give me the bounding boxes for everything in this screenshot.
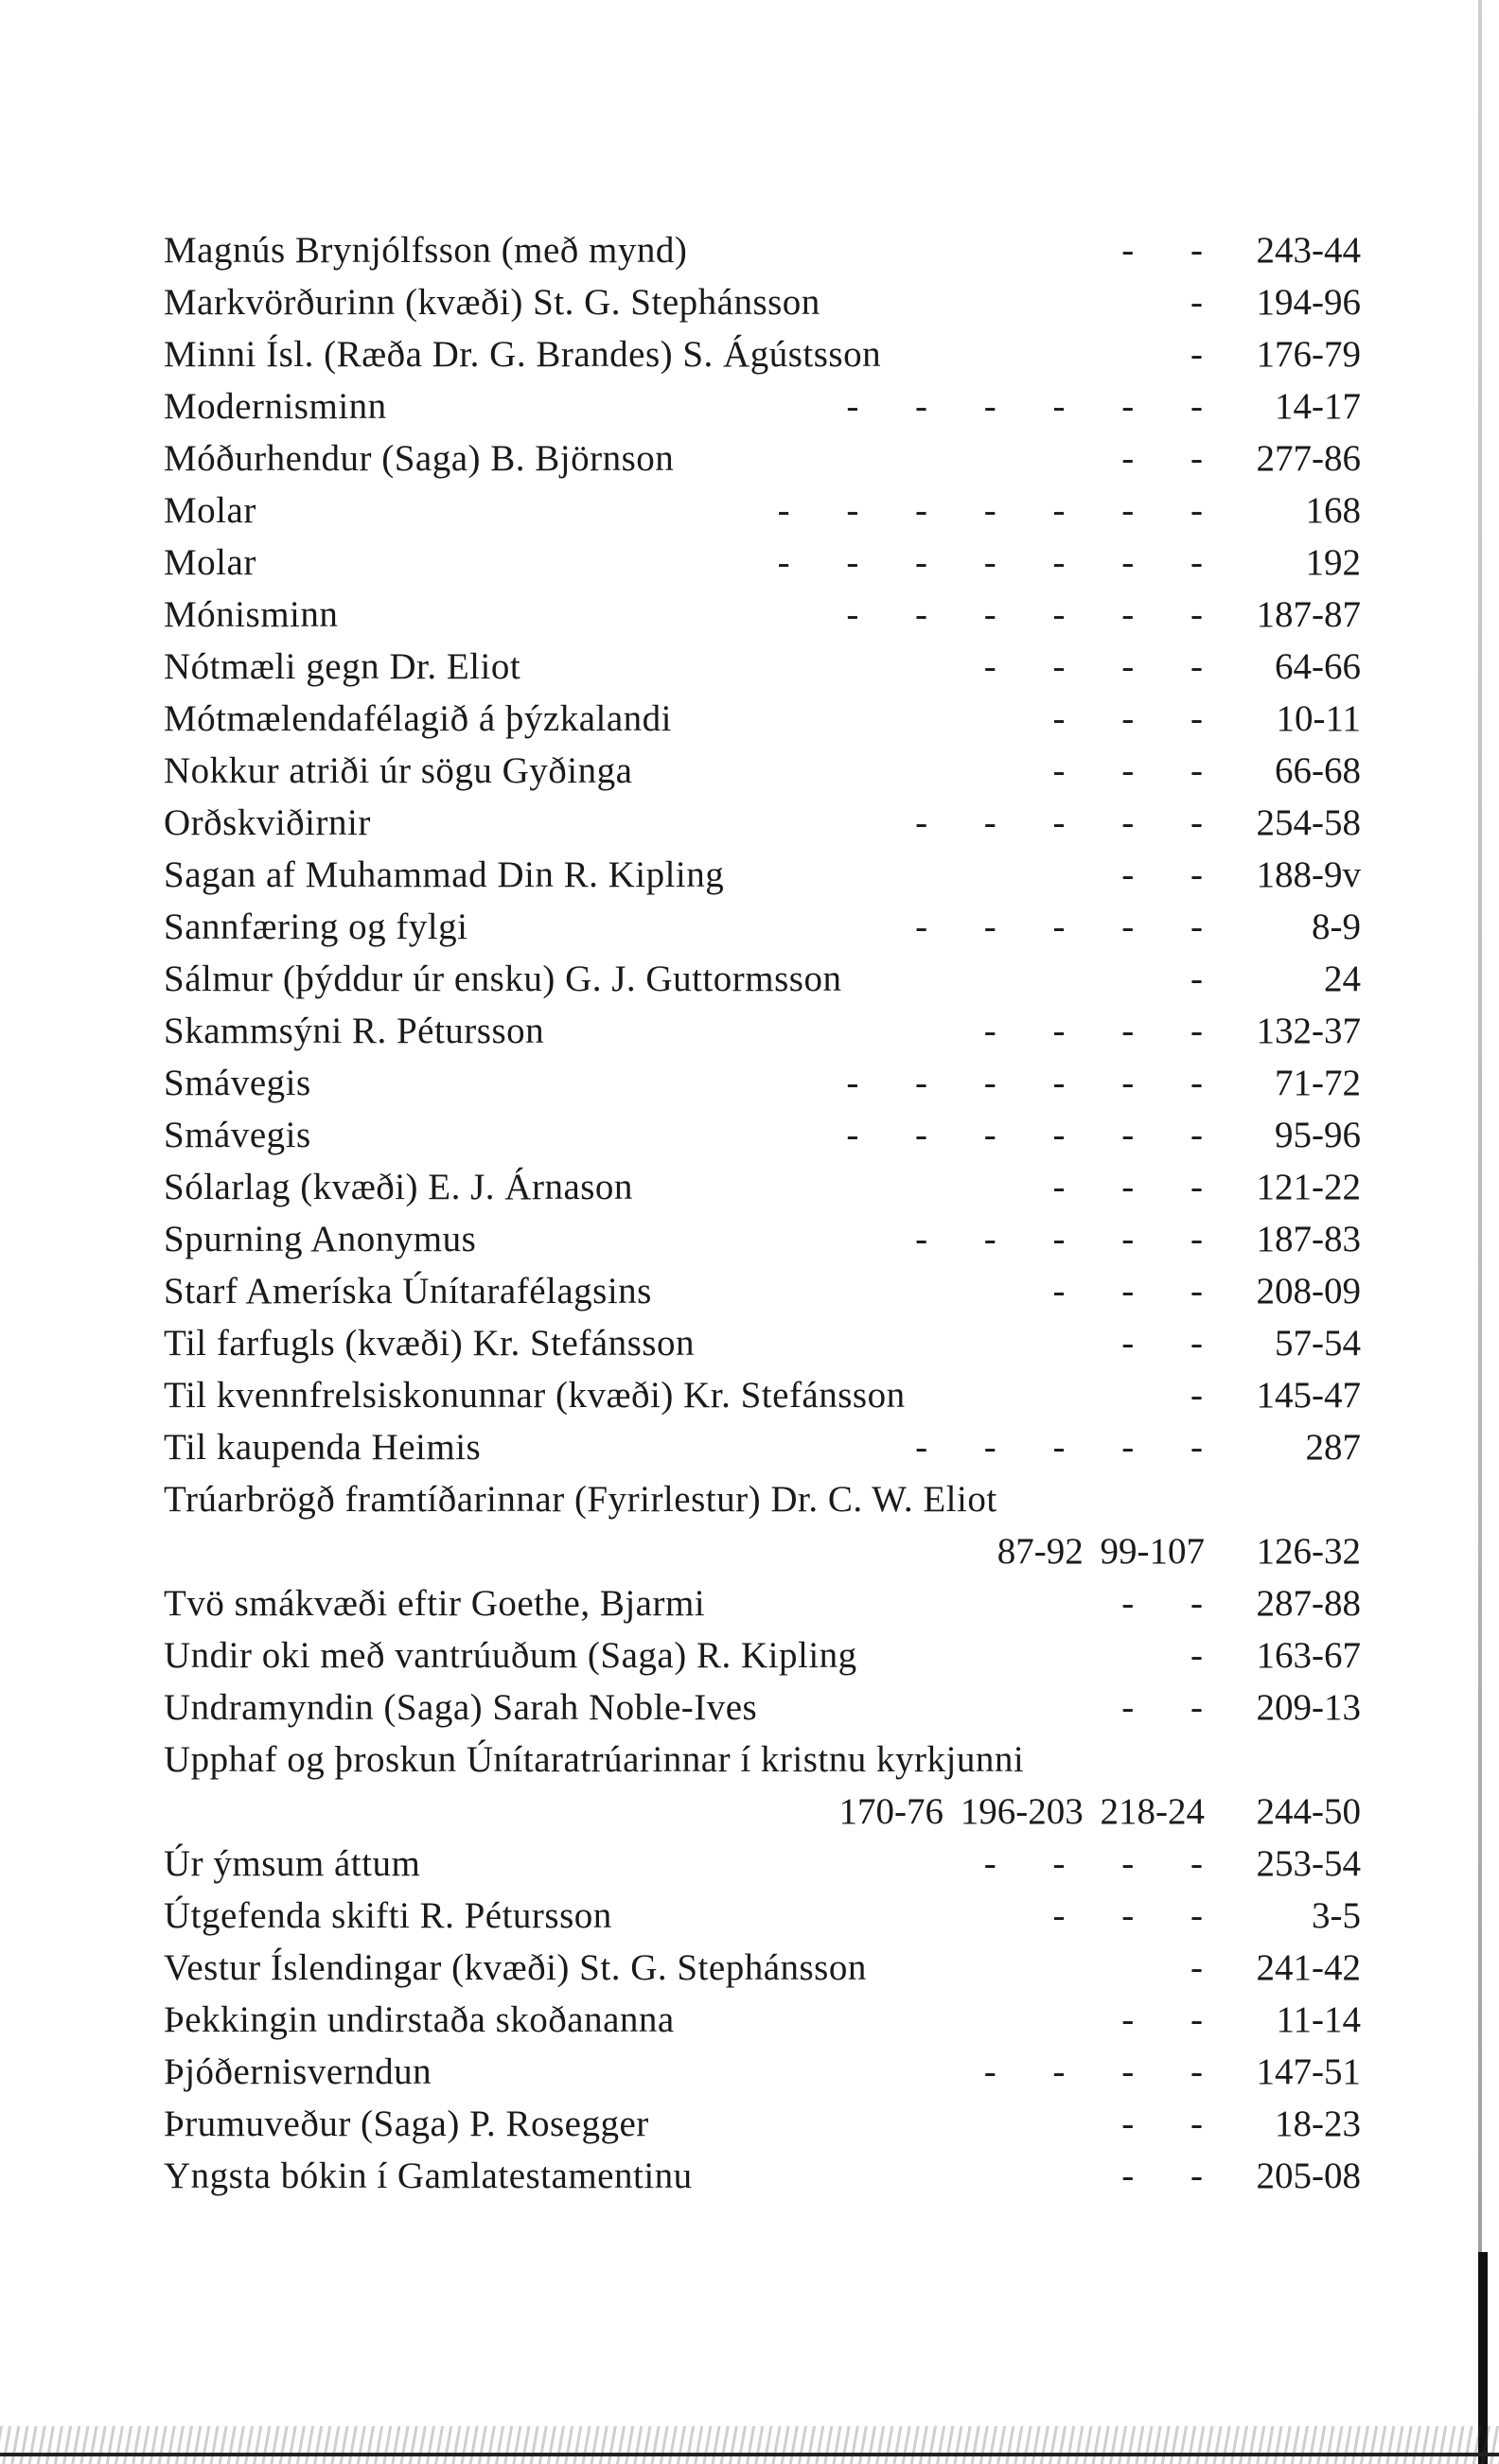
leader-dashes: - - - - -	[915, 1219, 1205, 1259]
entry-title: Markvörðurinn (kvæði) St. G. Stephánsson	[164, 282, 820, 323]
leader-dashes: - -	[1121, 1687, 1205, 1728]
leader-dashes: - -	[1121, 2156, 1205, 2196]
toc-entry	[164, 1369, 1361, 1421]
leader-dashes: - - -	[1052, 1167, 1205, 1207]
entry-title: Orðskviðirnir	[164, 802, 371, 843]
leader-dashes: - -	[1121, 230, 1205, 271]
leader-dashes: - - -	[1052, 1895, 1205, 1936]
leader-dashes: - -	[1121, 2103, 1205, 2144]
page-range: 277-86	[1256, 438, 1361, 479]
leader-dashes: - -	[1121, 854, 1205, 895]
leader-dashes: -	[1190, 334, 1205, 375]
leader-dashes: - - - - - -	[846, 1115, 1205, 1155]
page-range: 241-42	[1256, 1947, 1361, 1988]
page-range: 147-51	[1256, 2051, 1361, 2092]
entry-title: Sagan af Muhammad Din R. Kipling	[164, 854, 725, 895]
toc-entry	[164, 2098, 1361, 2150]
entry-title: Sannfæring og fylgi	[164, 906, 468, 947]
leader-dashes: - - - -	[983, 2051, 1205, 2092]
leader-dashes: - - -	[1052, 1271, 1205, 1311]
leader-dashes: -	[1190, 1635, 1205, 1676]
page-range: 145-47	[1256, 1375, 1361, 1416]
leader-dashes: - -	[1121, 1999, 1205, 2040]
toc-entry	[164, 432, 1361, 484]
page-range: 205-08	[1256, 2156, 1361, 2196]
entry-title: Þekkingin undirstaða skoðananna	[164, 1999, 675, 2040]
page-range: 209-13	[1256, 1687, 1361, 1728]
toc-entry	[164, 1577, 1361, 1629]
toc-entry	[164, 1681, 1361, 1734]
scan-bottom-edge	[0, 2453, 1499, 2456]
leader-dashes: - - - - - - -	[777, 542, 1205, 583]
toc-entry	[164, 484, 1361, 537]
entry-title: Magnús Brynjólfsson (með mynd)	[164, 230, 688, 271]
page-range: 188-9v	[1256, 854, 1361, 895]
entry-title: Smávegis	[164, 1063, 311, 1103]
entry-title: Mótmælendafélagið á þýzkalandi	[164, 698, 673, 739]
page-range: 254-58	[1256, 802, 1361, 843]
toc-entry	[164, 589, 1361, 641]
leader-dashes: - - - -	[983, 1843, 1205, 1884]
leader-dashes: - - - -	[983, 646, 1205, 687]
page-range: 24	[1324, 959, 1361, 999]
toc-entry	[164, 745, 1361, 797]
toc-entry	[164, 328, 1361, 380]
toc-entry	[164, 693, 1361, 745]
toc-entry	[164, 641, 1361, 693]
leader-dashes: - -	[1121, 1583, 1205, 1624]
leader-dashes: -	[1190, 959, 1205, 999]
toc-entry	[164, 1057, 1361, 1109]
extra-page-ranges: 87-92 99-107	[996, 1531, 1205, 1572]
entry-title: Til farfugls (kvæði) Kr. Stefánsson	[164, 1323, 695, 1364]
entry-title: Útgefenda skifti R. Pétursson	[164, 1895, 612, 1936]
page-range: 66-68	[1275, 750, 1361, 791]
leader-dashes: - -	[1121, 1323, 1205, 1364]
entry-title: Móðurhendur (Saga) B. Björnson	[164, 438, 675, 479]
page-range: 187-83	[1256, 1219, 1361, 1259]
page-range: 176-79	[1256, 334, 1361, 375]
page-range: 95-96	[1275, 1115, 1361, 1155]
toc-entry	[164, 1005, 1361, 1057]
entry-title: Nokkur atriði úr sögu Gyðinga	[164, 750, 633, 791]
toc-entry	[164, 1473, 1361, 1577]
leader-dashes: - - - - -	[915, 906, 1205, 947]
entry-title: Til kaupenda Heimis	[164, 1427, 482, 1468]
toc-entry	[164, 1629, 1361, 1681]
page-range: 64-66	[1275, 646, 1361, 687]
entry-title: Yngsta bókin í Gamlatestamentinu	[164, 2156, 693, 2196]
toc-entry	[164, 1838, 1361, 1890]
page-range: 57-54	[1275, 1323, 1361, 1364]
toc-entry	[164, 1109, 1361, 1161]
leader-dashes: - - - - - -	[846, 594, 1205, 635]
entry-title: Tvö smákvæði eftir Goethe, Bjarmi	[164, 1583, 706, 1624]
toc-entry	[164, 2046, 1361, 2098]
leader-dashes: -	[1190, 282, 1205, 323]
entry-title: Spurning Anonymus	[164, 1219, 477, 1259]
entry-title: Smávegis	[164, 1115, 311, 1155]
toc-entry	[164, 1317, 1361, 1369]
toc-entry	[164, 901, 1361, 953]
toc-entry	[164, 1161, 1361, 1213]
entry-title: Sálmur (þýddur úr ensku) G. J. Guttormsson	[164, 959, 842, 999]
leader-dashes: - - - - -	[915, 1427, 1205, 1468]
entry-title: Vestur Íslendingar (kvæði) St. G. Stephánsson	[164, 1947, 867, 1988]
page-range: 192	[1305, 542, 1361, 583]
entry-title: Upphaf og þroskun Únítaratrúarinnar í kristnu kyrkjunni	[164, 1739, 1025, 1780]
page-range: 287-88	[1256, 1583, 1361, 1624]
entry-title: Þjóðernisverndun	[164, 2051, 432, 2092]
toc-entry	[164, 380, 1361, 432]
entry-title: Trúarbrögð framtíðarinnar (Fyrirlestur) Dr. C. W. Eliot	[164, 1479, 997, 1520]
page-range: 132-37	[1256, 1011, 1361, 1051]
entry-title: Úr ýmsum áttum	[164, 1843, 421, 1884]
entry-title: Nótmæli gegn Dr. Eliot	[164, 646, 521, 687]
toc-entry	[164, 797, 1361, 849]
toc-entry	[164, 537, 1361, 589]
entry-title: Starf Ameríska Únítarafélagsins	[164, 1271, 652, 1311]
toc-entry	[164, 1994, 1361, 2046]
toc-entry	[164, 1942, 1361, 1994]
entry-title: Undir oki með vantrúuðum (Saga) R. Kipling	[164, 1635, 857, 1676]
entry-title: Til kvennfrelsiskonunnar (kvæði) Kr. Stefánsson	[164, 1375, 906, 1416]
entry-title: Undramyndin (Saga) Sarah Noble-Ives	[164, 1687, 758, 1728]
leader-dashes: - - -	[1052, 750, 1205, 791]
page-range: 11-14	[1276, 1999, 1361, 2040]
leader-dashes: - - - - - -	[846, 1063, 1205, 1103]
extra-page-ranges: 170-76 196-203 218-24	[838, 1791, 1205, 1832]
toc-entry	[164, 224, 1361, 276]
entry-title: Minni Ísl. (Ræða Dr. G. Brandes) S. Ágústsson	[164, 334, 882, 375]
toc-entry	[164, 1890, 1361, 1942]
page-range: 121-22	[1256, 1167, 1361, 1207]
toc-entry	[164, 1213, 1361, 1265]
page-range: 208-09	[1256, 1271, 1361, 1311]
page-edge-line	[1478, 0, 1482, 2464]
leader-dashes: -	[1190, 1947, 1205, 1988]
toc-entry	[164, 849, 1361, 901]
entry-title: Sólarlag (kvæði) E. J. Árnason	[164, 1167, 633, 1207]
page-range: 14-17	[1275, 386, 1361, 427]
leader-dashes: - - - - - -	[846, 386, 1205, 427]
leader-dashes: - -	[1121, 438, 1205, 479]
entry-title: Modernisminn	[164, 386, 387, 427]
page-range: 187-87	[1256, 594, 1361, 635]
entry-title: Molar	[164, 490, 256, 531]
page-range: 126-32	[1256, 1531, 1361, 1572]
page-range: 10-11	[1276, 698, 1361, 739]
entry-title: Mónisminn	[164, 594, 339, 635]
entry-title: Molar	[164, 542, 256, 583]
page-range: 71-72	[1275, 1063, 1361, 1103]
toc-entry	[164, 1421, 1361, 1473]
page-range: 244-50	[1256, 1791, 1361, 1832]
toc-entry	[164, 1265, 1361, 1317]
scan-edge-noise	[0, 2426, 1499, 2464]
entry-title: Þrumuveður (Saga) P. Rosegger	[164, 2103, 649, 2144]
page-range: 8-9	[1312, 906, 1361, 947]
leader-dashes: - - - - -	[915, 802, 1205, 843]
page-range: 18-23	[1275, 2103, 1361, 2144]
leader-dashes: -	[1190, 1375, 1205, 1416]
page-range: 287	[1305, 1427, 1361, 1468]
entry-title: Skammsýni R. Pétursson	[164, 1011, 545, 1051]
toc-entry	[164, 1734, 1361, 1838]
page-range: 3-5	[1312, 1895, 1361, 1936]
toc-entry	[164, 276, 1361, 328]
page-range: 194-96	[1256, 282, 1361, 323]
page-range: 163-67	[1256, 1635, 1361, 1676]
toc-entry	[164, 2150, 1361, 2202]
leader-dashes: - - - -	[983, 1011, 1205, 1051]
toc-entry	[164, 953, 1361, 1005]
table-of-contents	[164, 224, 1361, 2202]
page-range: 253-54	[1256, 1843, 1361, 1884]
leader-dashes: - - - - - - -	[777, 490, 1205, 531]
page-range: 243-44	[1256, 230, 1361, 271]
page-range: 168	[1305, 490, 1361, 531]
leader-dashes: - - -	[1052, 698, 1205, 739]
